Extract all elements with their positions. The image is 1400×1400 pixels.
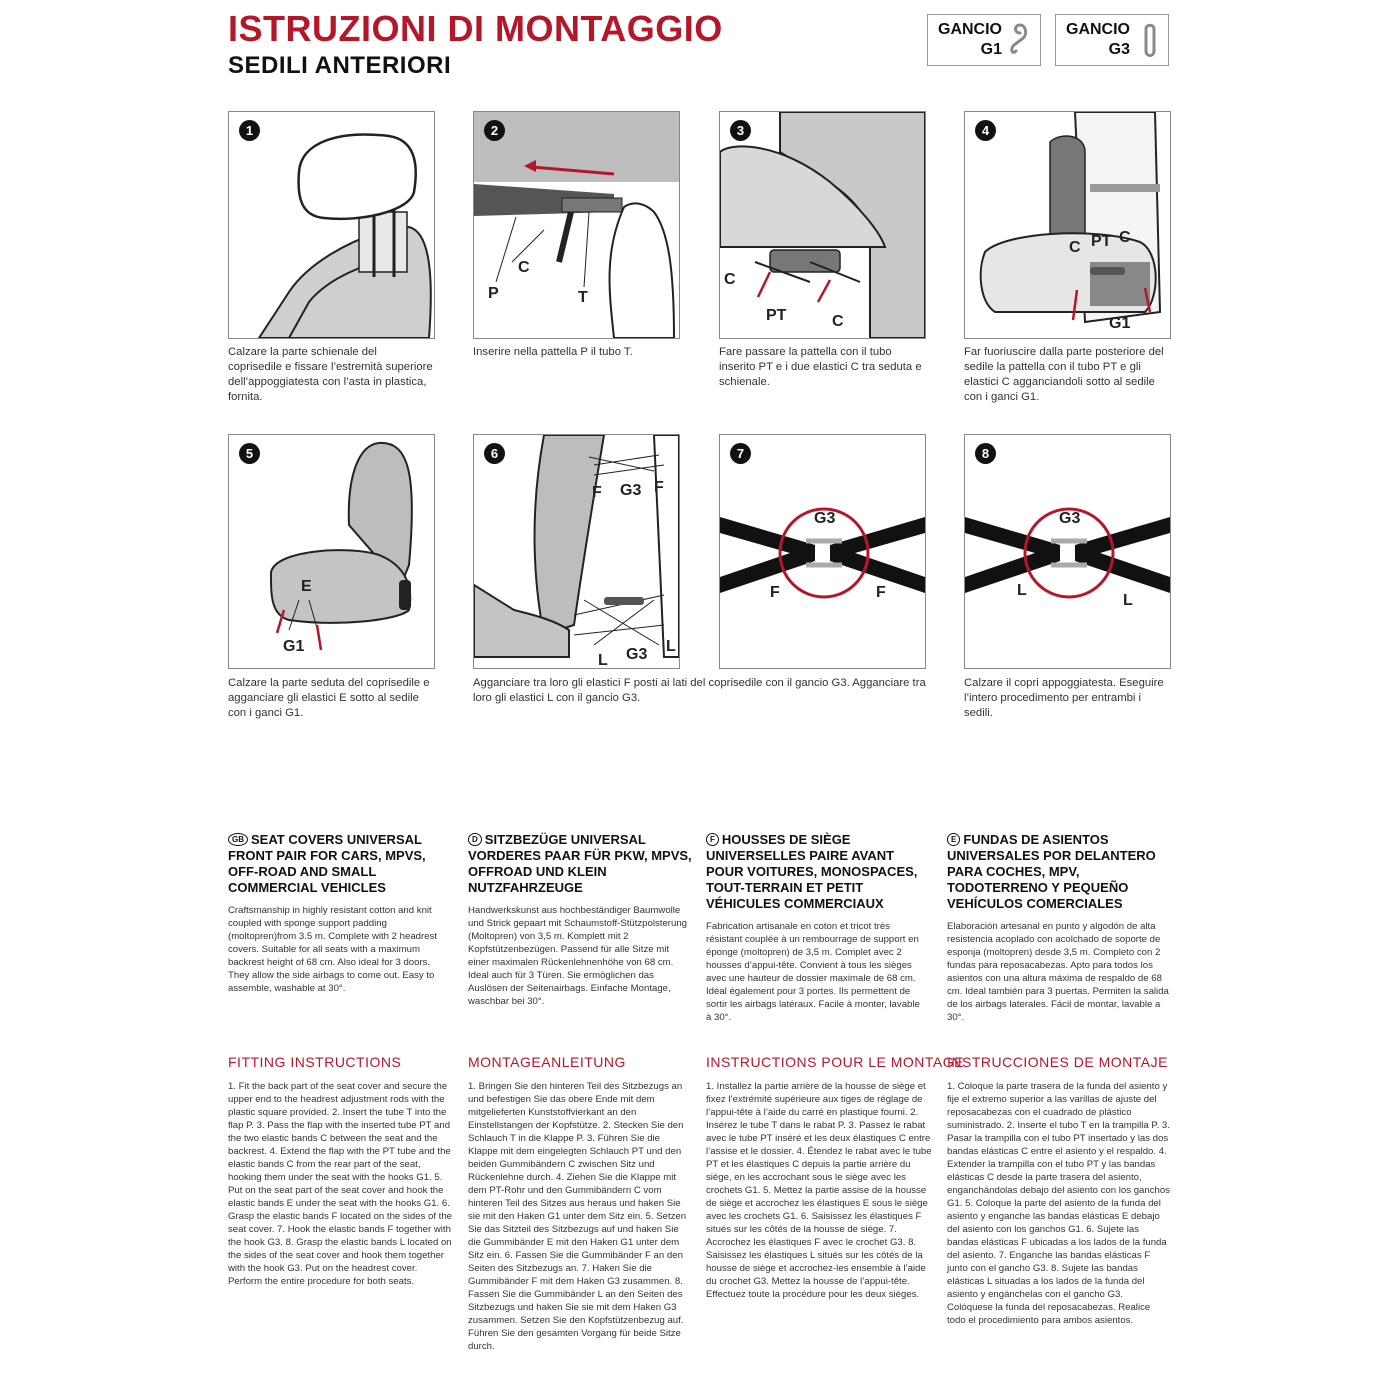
step-number: 5 xyxy=(239,443,260,464)
step-number: 2 xyxy=(484,120,505,141)
hook-code: G1 xyxy=(980,41,1002,58)
label-g1: G1 xyxy=(1109,315,1131,332)
lang-description: Fabrication artisanale en coton et tricot très résistant couplée à un rembourrage de support en éponge (moltopren) de 3,5 m. Complet avec 2 housses d’appui-tête. Convient à tous les sièges avec une hauteur de dossier maximale de 68 cm. Idéal également pour 3 portes. Ils permettent de sortir les airbags latéraux. Facile à monter, lavable à 30°. xyxy=(706,921,920,1023)
hook-code: G3 xyxy=(1108,41,1130,58)
lang-badge: D xyxy=(468,833,482,846)
label-pt: PT xyxy=(766,307,787,324)
instructions-text: 1. Fit the back part of the seat cover and secure the upper end to the headrest adjustment rods with the plastic square provided. 2. Insert the tube T into the flap P. 3. Pass the flap with the inserted tube PT and the two elastic bands C between the seat and the backrest. 4. Extend the flap with the PT tube and the elastic bands C from the rear part of the seat, hooking them under the seat with the hooks G1. 5. Put on the seat part of the seat cover and hook the elastic bands E under the seat with the hooks G1. 6. Grasp the elastic bands F located on the sides of the seat cover. 7. Hook the elastic bands F together with the hook G3. 8. Grasp the elastic bands L located on the sides of the seat cover and hook them together with the hook G3. Put on the headrest cover. Perform the entire procedure for both seats. xyxy=(228,1081,452,1287)
hook-g3-legend xyxy=(1055,14,1169,66)
label-l: L xyxy=(666,638,676,655)
page-title: ISTRUZIONI DI MONTAGGIO xyxy=(228,8,723,49)
label-g3: G3 xyxy=(814,510,836,527)
label-f: F xyxy=(770,584,780,601)
step-4-caption: Far fuoriuscire dalla parte posteriore del sedile la pattella con il tubo PT e gli elastici C agganciandoli sotto al sedile con i ganci G1. xyxy=(964,346,1164,403)
step-1-illustration xyxy=(228,111,435,339)
step-3-caption: Fare passare la pattella con il tubo inserito PT e i due elastici C tra seduta e schienale. xyxy=(719,346,922,388)
lang-heading xyxy=(228,832,452,896)
lang-badge: F xyxy=(706,833,719,846)
instructions-e xyxy=(947,1054,1171,1327)
step-2-illustration xyxy=(473,111,680,339)
step-number: 8 xyxy=(975,443,996,464)
label-t: T xyxy=(578,289,588,306)
step-5-illustration xyxy=(228,434,435,669)
step-number: 1 xyxy=(239,120,260,141)
label-l: L xyxy=(1017,582,1027,599)
instructions-gb xyxy=(228,1054,452,1288)
lang-heading-text: SEAT COVERS UNIVERSAL FRONT PAIR FOR CARS, MPVS, OFF-ROAD AND SMALL COMMERCIAL VEHICLES xyxy=(228,832,426,895)
label-p: P xyxy=(488,285,499,302)
label-c: C xyxy=(724,271,736,288)
label-e: E xyxy=(301,578,312,595)
label-l: L xyxy=(1123,592,1133,609)
instructions-text: 1. Coloque la parte trasera de la funda del asiento y fije el extremo superior a las varillas de ajuste del reposacabezas con el cuadrado de plástico suministrado. 2. Inserte el tubo T en la trampilla P. 3. Pasar la trampilla con el tubo PT insertado y las dos bandas elásticas C entre el asiento y el respaldo. 4. Extender la trampilla con el tubo PT y las bandas elásticas C desde la parte trasera del asiento, enganchándolas debajo del asiento con los ganchos G1. 5. Coloque la parte del asiento de la funda del asiento y enganche las bandas elásticas E debajo del asiento con los ganchos G1. 6. Sujete las bandas elásticas F ubicadas a los lados de la funda del asiento. 7. Enganche las bandas elásticas F junto con el gancho G3. 8. Sujete las bandas elásticas L situadas a los lados de la funda del asiento y engánchelas con el gancho G3. Colóquese la funda del reposacabezas. Realice todo el procedimiento para ambos asientos. xyxy=(947,1081,1170,1326)
lang-badge: E xyxy=(947,833,960,846)
lang-description: Craftsmanship in highly resistant cotton and knit coupled with sponge support padding (moltopren)from 3.5 m. Complete with 2 headrest covers. Suitable for all seats with a maximum backrest height of 68 cm. Also ideal for 3 doors. They allow the side airbags to come out. Easy to assemble, washable at 30°. xyxy=(228,905,438,994)
instructions-text: 1. Installez la partie arrière de la housse de siège et fixez l’extrémité supérieure aux tiges de réglage de l’appui-tête à l’aide du carré en plastique fourni. 2. Insérez le tube T dans le rabat P. 3. Passez le rabat avec le tube PT inséré et les deux élastiques C entre l’assise et le dossier. 4. Étendez le rabat avec le tube PT et les élastiques C depuis la partie arrière du siège, en les accrochant sous le siège avec les crochets G1. 5. Mettez la partie assise de la housse de siège et accrochez les élastiques E sous le siège avec les crochets G1. 6. Saisissez les élastiques F situés sur les côtés de la housse de siège. 7. Accrochez les élastiques F avec le crochet G3. 8. Saisissez les élastiques L situés sur les côtés de la housse de siège et accrochez-les ensemble à l’aide du crochet G3. Mettez la housse de l’appui-tête. Effectuez toute la procédure pour les deux sièges. xyxy=(706,1081,932,1300)
hook-g1-icon xyxy=(1008,21,1032,59)
lang-heading-text: HOUSSES DE SIÈGE UNIVERSELLES PAIRE AVANT POUR VOITURES, MONOSPACES, TOUT-TERRAIN ET PETIT VÉHICULES COMMERCIAUX xyxy=(706,832,918,911)
section-title: MONTAGEANLEITUNG xyxy=(468,1054,626,1070)
label-f: F xyxy=(592,484,602,501)
step-7-illustration xyxy=(719,434,926,669)
step-3-illustration xyxy=(719,111,926,339)
label-pt: PT xyxy=(1091,233,1112,250)
lang-description: Elaboración artesanal en punto y algodón de alta resistencia acoplado con acolchado de soporte de esponja (moltopren) desde 3,5 m. Completo con 2 fundas para reposacabezas. Apto para todos los asientos con una altura máxima de respaldo de 68 cm. Ideal también para 3 puertas. Permiten la salida de los airbags laterales. Fácil de montar, lavable a 30°. xyxy=(947,921,1169,1023)
label-f: F xyxy=(654,479,664,496)
label-c: C xyxy=(518,259,530,276)
step-4-illustration xyxy=(964,111,1171,339)
lang-column-e xyxy=(947,832,1171,1024)
step-number: 4 xyxy=(975,120,996,141)
lang-column-gb xyxy=(228,832,452,995)
lang-heading xyxy=(706,832,922,912)
step-1-caption: Calzare la parte schienale del coprisedile e fissare l’estremità superiore dell’appoggiatesta con l’asta in plastica, fornita. xyxy=(228,346,433,403)
step-8-caption: Calzare il copri appoggiatesta. Eseguire l’intero procedimento per entrambi i sedili. xyxy=(964,677,1164,719)
label-c: C xyxy=(1069,239,1081,256)
step-5-caption: Calzare la parte seduta del coprisedile e agganciare gli elastici E sotto al sedile con i ganci G1. xyxy=(228,677,430,719)
instructions-d xyxy=(468,1054,692,1353)
label-c: C xyxy=(1119,229,1131,246)
lang-heading xyxy=(468,832,692,896)
lang-badge: GB xyxy=(228,833,248,846)
lang-description: Handwerkskunst aus hochbeständiger Baumwolle und Strick gepaart mit Schaumstoff-Stützpolsterung (Moltopren) von 3,5 m. Komplett mit 2 Kopfstützenbezügen. Passend für alle Sitze mit einer maximalen Rückenlehnenhöhe von 68 cm. Ideal auch für 3 Türen. Sie ermöglichen das Auslösen der Seitenairbags. Einfache Montage, waschbar bei 30°. xyxy=(468,905,687,1007)
step-2-caption: Inserire nella pattella P il tubo T. xyxy=(473,346,633,358)
lang-column-f xyxy=(706,832,922,1024)
label-l: L xyxy=(598,652,608,668)
label-c: C xyxy=(832,313,844,330)
page-subtitle: SEDILI ANTERIORI xyxy=(228,52,452,79)
step-6-7-caption: Agganciare tra loro gli elastici F posti ai lati del coprisedile con il gancio G3. Agganciare tra loro gli elastici L con il gancio G3. xyxy=(473,677,926,704)
step-8-illustration xyxy=(964,434,1171,669)
lang-column-d xyxy=(468,832,692,1008)
lang-heading xyxy=(947,832,1171,912)
label-g1: G1 xyxy=(283,638,305,655)
hook-label: GANCIO xyxy=(1066,21,1130,38)
step-number: 7 xyxy=(730,443,751,464)
step-6-illustration xyxy=(473,434,680,669)
section-title: FITTING INSTRUCTIONS xyxy=(228,1054,402,1070)
section-title: INSTRUCTIONS POUR LE MONTAGE xyxy=(706,1054,964,1070)
label-g3: G3 xyxy=(626,646,648,663)
hook-label: GANCIO xyxy=(938,21,1002,38)
hook-g3-icon xyxy=(1140,21,1160,59)
step-number: 3 xyxy=(730,120,751,141)
hook-g1-legend xyxy=(927,14,1041,66)
instructions-f xyxy=(706,1054,964,1301)
section-title: INSTRUCCIONES DE MONTAJE xyxy=(947,1054,1168,1070)
lang-heading-text: SITZBEZÜGE UNIVERSAL VORDERES PAAR FÜR PKW, MPVS, OFFROAD UND KLEIN NUTZFAHRZEUGE xyxy=(468,832,692,895)
label-f: F xyxy=(876,584,886,601)
label-g3: G3 xyxy=(620,482,642,499)
step-number: 6 xyxy=(484,443,505,464)
lang-heading-text: FUNDAS DE ASIENTOS UNIVERSALES POR DELANTERO PARA COCHES, MPV, TODOTERRENO Y PEQUEÑO VEHÍCULOS COMERCIALES xyxy=(947,832,1156,911)
instructions-text: 1. Bringen Sie den hinteren Teil des Sitzbezugs an und befestigen Sie das obere Ende mit dem mitgelieferten Kunststoffvierkant an den Einstellstangen der Kopfstütze. 2. Stecken Sie den Schlauch T in die Klappe P. 3. Führen Sie die Klappe mit dem eingelegten Schlauch PT und den beiden Gummibändern C zwischen Sitz und Rückenlehne durch. 4. Ziehen Sie die Klappe mit dem PT-Rohr und den Gummibändern C vom hinteren Teil des Sitzes aus heraus und haken Sie sie mit den Haken G1 unter dem Sitz ein. 5. Setzen Sie das Sitzteil des Sitzbezugs auf und haken Sie die Gummibänder E mit den Haken G1 unter dem Sitz ein. 6. Fassen Sie die Gummibänder F an den Seiten des Sitzbezugs an. 7. Haken Sie die Gummibänder F mit dem Haken G3 zusammen. 8. Fassen Sie die Gummibänder L an den Seiten des Sitzbezugs und haken Sie sie mit dem Haken G3 zusammen. Setzen Sie den Kopfstützenbezug auf. Führen Sie den gesamten Vorgang für beide Sitze durch. xyxy=(468,1081,687,1352)
label-g3: G3 xyxy=(1059,510,1081,527)
